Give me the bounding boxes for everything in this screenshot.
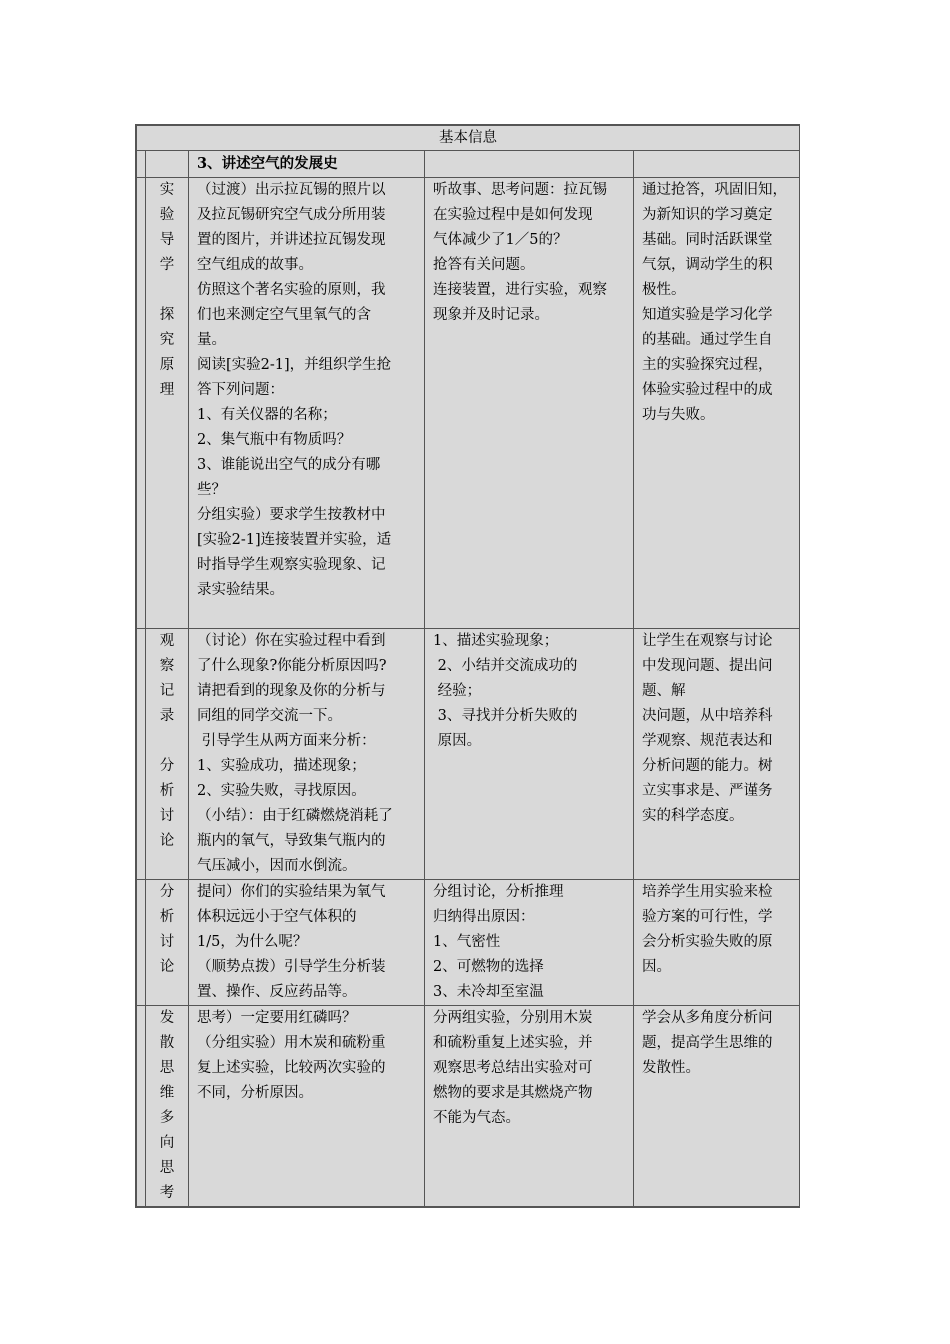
text-line: 抢答有关问题。 bbox=[433, 257, 535, 273]
text-line: 观 bbox=[159, 633, 175, 649]
text-line: 实 bbox=[159, 182, 175, 198]
student-activity-text bbox=[433, 629, 633, 754]
row-label-text bbox=[146, 880, 188, 980]
text-line: 实的科学态度。 bbox=[642, 808, 744, 824]
student-activity-text bbox=[433, 880, 633, 1005]
text-line: 的基础。通过学生自 bbox=[642, 332, 773, 348]
text-line: 让学生在观察与讨论 bbox=[642, 633, 773, 649]
text-line bbox=[146, 278, 188, 303]
text-line: 决问题，从中培养科 bbox=[642, 708, 773, 724]
text-line: 气体减少了1／5的？ bbox=[433, 232, 568, 248]
text-line: 连接装置，进行实验，观察 bbox=[433, 282, 607, 298]
text-line: 1、描述实验现象； bbox=[433, 633, 559, 649]
text-line: 3、未冷却至室温 bbox=[433, 984, 544, 1000]
design-intent-text bbox=[642, 1006, 799, 1081]
text-line: 量。 bbox=[197, 332, 226, 348]
text-line: 维 bbox=[159, 1085, 175, 1101]
text-line: 不能为气态。 bbox=[433, 1110, 520, 1126]
text-line: 经验； bbox=[433, 683, 482, 699]
text-line: 导 bbox=[159, 232, 175, 248]
text-line: 分 bbox=[159, 758, 175, 774]
text-line: 思 bbox=[159, 1060, 175, 1076]
text-line: 基础。同时活跃课堂 bbox=[642, 232, 773, 248]
text-line: 3、谁能说出空气的成分有哪 bbox=[197, 457, 381, 473]
student-activity-text bbox=[433, 178, 633, 328]
text-line: 论 bbox=[159, 833, 175, 849]
text-line: 些？ bbox=[197, 482, 226, 498]
table-title: 基本信息 bbox=[137, 126, 800, 151]
stub-cell bbox=[137, 178, 146, 629]
text-line: 向 bbox=[159, 1135, 175, 1151]
text-line: 录 bbox=[159, 708, 175, 724]
teacher-activity-cell bbox=[189, 880, 425, 1006]
teacher-activity-text bbox=[197, 178, 424, 603]
table-row bbox=[137, 880, 800, 1006]
design-intent-text bbox=[642, 629, 799, 829]
text-line: 体验实验过程中的成 bbox=[642, 382, 773, 398]
text-line: 极性。 bbox=[642, 282, 686, 298]
student-activity-cell bbox=[425, 880, 634, 1006]
text-line: 分组讨论，分析推理 bbox=[433, 884, 564, 900]
text-line: 同组的同学交流一下。 bbox=[197, 708, 342, 724]
text-line: 置的图片，并讲述拉瓦锡发现 bbox=[197, 232, 386, 248]
row-label-text bbox=[146, 629, 188, 854]
text-line: 请把看到的现象及你的分析与 bbox=[197, 683, 386, 699]
table-row bbox=[137, 1006, 800, 1207]
design-intent-cell bbox=[634, 1006, 800, 1207]
text-line: 观察思考总结出实验对可 bbox=[433, 1060, 593, 1076]
label-cell bbox=[146, 151, 189, 178]
stub-cell bbox=[137, 629, 146, 880]
row-label bbox=[146, 629, 189, 880]
text-line: [实验2-1]连接装置并实验，适 bbox=[197, 532, 392, 548]
text-line: 立实事求是、严谨务 bbox=[642, 783, 773, 799]
design-intent-cell bbox=[634, 880, 800, 1006]
text-line: 析 bbox=[159, 783, 175, 799]
row-label bbox=[146, 178, 189, 629]
text-line: 现象并及时记录。 bbox=[433, 307, 549, 323]
design-intent-text bbox=[642, 880, 799, 980]
stub-cell bbox=[137, 151, 146, 178]
text-line: 仿照这个著名实验的原则，我 bbox=[197, 282, 386, 298]
table-header-row bbox=[137, 126, 800, 151]
text-line: 和硫粉重复上述实验，并 bbox=[433, 1035, 593, 1051]
text-line: 知道实验是学习化学 bbox=[642, 307, 773, 323]
text-line: 学 bbox=[159, 257, 175, 273]
intent-cell bbox=[634, 151, 800, 178]
text-line: 1、实验成功，描述现象； bbox=[197, 758, 366, 774]
text-line: 学会从多角度分析问 bbox=[642, 1010, 773, 1026]
text-line: （分组实验）用木炭和硫粉重 bbox=[197, 1035, 386, 1051]
teacher-activity-cell bbox=[189, 178, 425, 629]
row-label-text bbox=[146, 1006, 188, 1206]
text-line: （讨论）你在实验过程中看到 bbox=[197, 633, 386, 649]
text-line: 发 bbox=[159, 1010, 175, 1026]
text-line: 气压减小，因而水倒流。 bbox=[197, 858, 357, 874]
text-line: 功与失败。 bbox=[642, 407, 715, 423]
text-line: 1/5，为什么呢？ bbox=[197, 934, 308, 950]
text-line: 3、寻找并分析失败的 bbox=[433, 708, 578, 724]
student-activity-cell bbox=[425, 629, 634, 880]
section-heading: 3、讲述空气的发展史 bbox=[189, 151, 425, 178]
text-line: 中发现问题、提出问 bbox=[642, 658, 773, 674]
text-line: 主的实验探究过程， bbox=[642, 357, 773, 373]
text-line: 置、操作、反应药品等。 bbox=[197, 984, 357, 1000]
table-row bbox=[137, 178, 800, 629]
design-intent-cell bbox=[634, 629, 800, 880]
text-line: 2、小结并交流成功的 bbox=[433, 658, 578, 674]
text-line: （顺势点拨）引导学生分析装 bbox=[197, 959, 386, 975]
text-line: 原 bbox=[159, 357, 175, 373]
text-line: 多 bbox=[159, 1110, 175, 1126]
text-line: 学观察、规范表达和 bbox=[642, 733, 773, 749]
row-label bbox=[146, 880, 189, 1006]
text-line: 题，提高学生思维的 bbox=[642, 1035, 773, 1051]
text-line: 了什么现象?你能分析原因吗? bbox=[197, 658, 387, 674]
text-line: 空气组成的故事。 bbox=[197, 257, 313, 273]
text-line: 原因。 bbox=[433, 733, 482, 749]
text-line: 气氛，调动学生的积 bbox=[642, 257, 773, 273]
row-label-text bbox=[146, 178, 188, 403]
text-line: 不同，分析原因。 bbox=[197, 1085, 313, 1101]
text-line: 2、可燃物的选择 bbox=[433, 959, 544, 975]
teacher-activity-cell bbox=[189, 1006, 425, 1207]
text-line: 在实验过程中是如何发现 bbox=[433, 207, 593, 223]
text-line: 题、解 bbox=[642, 683, 686, 699]
text-line: 为新知识的学习奠定 bbox=[642, 207, 773, 223]
text-line: 录实验结果。 bbox=[197, 582, 284, 598]
text-line: 2、实验失败，寻找原因。 bbox=[197, 783, 366, 799]
text-line: 因。 bbox=[642, 959, 671, 975]
stub-cell bbox=[137, 880, 146, 1006]
text-line: 析 bbox=[159, 909, 175, 925]
text-line: 阅读[实验2-1]，并组织学生抢 bbox=[197, 357, 392, 373]
text-line: 燃物的要求是其燃烧产物 bbox=[433, 1085, 593, 1101]
text-line: （过渡）出示拉瓦锡的照片以 bbox=[197, 182, 386, 198]
text-line: 提问）你们的实验结果为氧气 bbox=[197, 884, 386, 900]
table-row bbox=[137, 629, 800, 880]
text-line: 思考）一定要用红磷吗？ bbox=[197, 1010, 357, 1026]
student-activity-cell bbox=[425, 1006, 634, 1207]
text-line: 听故事、思考问题：拉瓦锡 bbox=[433, 182, 607, 198]
text-line: 答下列问题： bbox=[197, 382, 284, 398]
text-line: 讨 bbox=[159, 934, 175, 950]
stub-cell bbox=[137, 1006, 146, 1207]
text-line: 复上述实验，比较两次实验的 bbox=[197, 1060, 386, 1076]
teacher-activity-text bbox=[197, 629, 424, 879]
text-line: 会分析实验失败的原 bbox=[642, 934, 773, 950]
text-line: 分组实验）要求学生按教材中 bbox=[197, 507, 386, 523]
text-line: 及拉瓦锡研究空气成分所用装 bbox=[197, 207, 386, 223]
text-line: 理 bbox=[159, 382, 175, 398]
text-line: 思 bbox=[159, 1160, 175, 1176]
text-line: 探 bbox=[159, 307, 175, 323]
text-line: 1、有关仪器的名称； bbox=[197, 407, 337, 423]
teacher-activity-cell bbox=[189, 629, 425, 880]
text-line: 归纳得出原因： bbox=[433, 909, 535, 925]
row-label bbox=[146, 1006, 189, 1207]
text-line: 们也来测定空气里氧气的含 bbox=[197, 307, 371, 323]
text-line: 究 bbox=[159, 332, 175, 348]
text-line: 时指导学生观察实验现象、记 bbox=[197, 557, 386, 573]
teacher-activity-text bbox=[197, 1006, 424, 1106]
teacher-activity-text bbox=[197, 880, 424, 1005]
text-line: （小结）：由于红磷燃烧消耗了 bbox=[197, 808, 393, 824]
text-line: 论 bbox=[159, 959, 175, 975]
text-line: 验方案的可行性，学 bbox=[642, 909, 773, 925]
text-line: 通过抢答，巩固旧知， bbox=[642, 182, 787, 198]
text-line: 1、气密性 bbox=[433, 934, 501, 950]
student-cell bbox=[425, 151, 634, 178]
student-activity-text bbox=[433, 1006, 633, 1131]
lesson-plan-table bbox=[135, 124, 800, 1208]
text-line: 引导学生从两方面来分析： bbox=[197, 733, 376, 749]
text-line bbox=[146, 729, 188, 754]
text-line: 验 bbox=[159, 207, 175, 223]
text-line: 讨 bbox=[159, 808, 175, 824]
text-line: 察 bbox=[159, 658, 175, 674]
text-line: 分 bbox=[159, 884, 175, 900]
table-row bbox=[137, 151, 800, 178]
design-intent-text bbox=[642, 178, 799, 428]
text-line: 分两组实验，分别用木炭 bbox=[433, 1010, 593, 1026]
text-line: 培养学生用实验来检 bbox=[642, 884, 773, 900]
text-line: 记 bbox=[159, 683, 175, 699]
text-line: 考 bbox=[159, 1185, 175, 1201]
text-line: 散 bbox=[159, 1035, 175, 1051]
text-line: 分析问题的能力。树 bbox=[642, 758, 773, 774]
text-line: 2、集气瓶中有物质吗？ bbox=[197, 432, 352, 448]
text-line: 发散性。 bbox=[642, 1060, 700, 1076]
design-intent-cell bbox=[634, 178, 800, 629]
text-line: 体积远远小于空气体积的 bbox=[197, 909, 357, 925]
student-activity-cell bbox=[425, 178, 634, 629]
text-line: 瓶内的氧气，导致集气瓶内的 bbox=[197, 833, 386, 849]
